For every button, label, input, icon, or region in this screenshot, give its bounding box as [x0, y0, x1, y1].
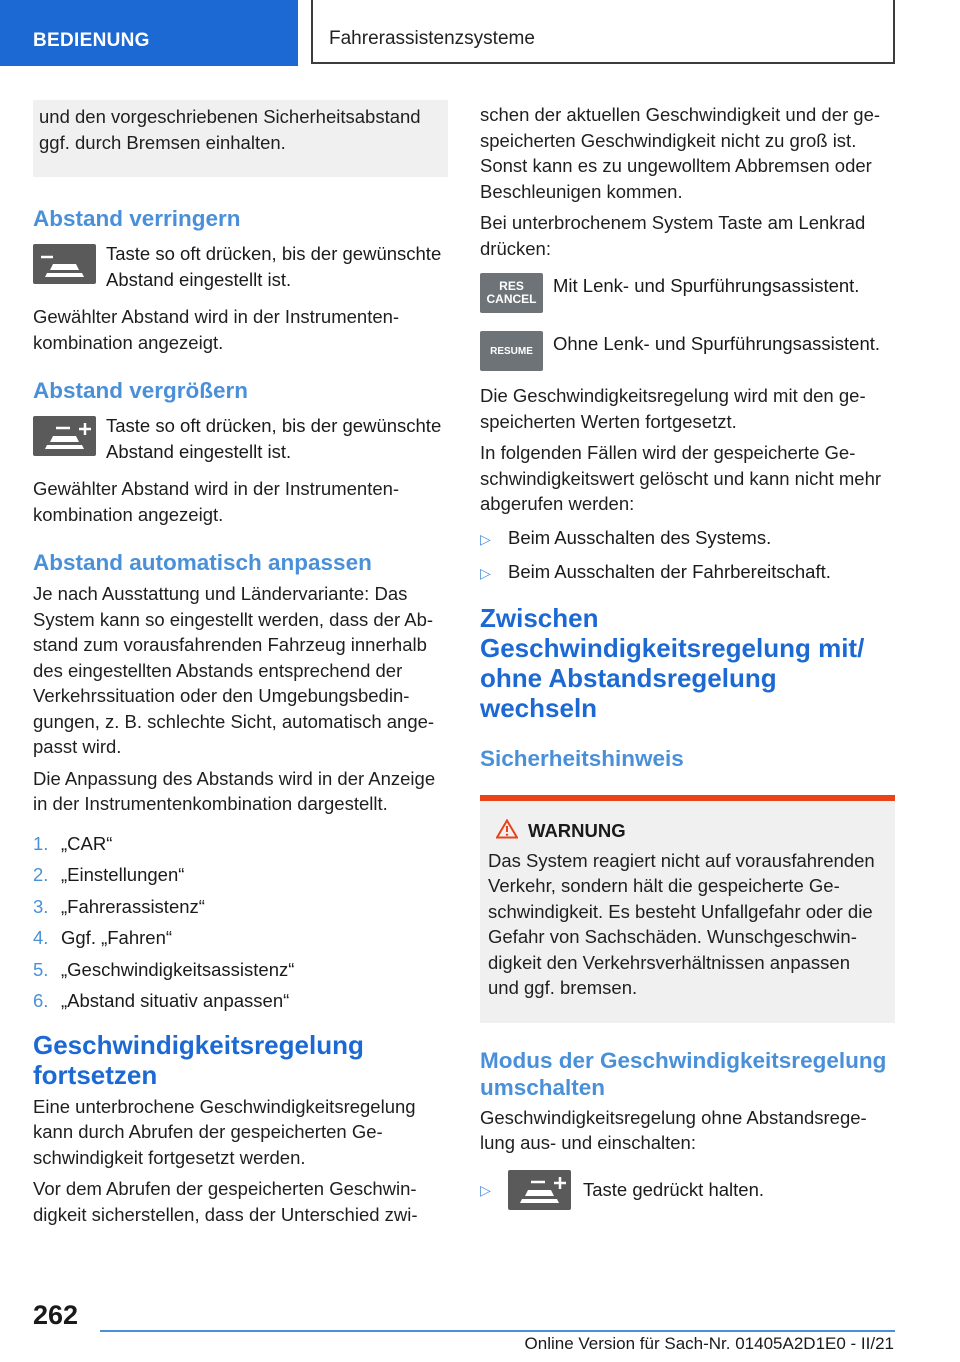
decrease-key-text: Taste so oft drücken, bis der gewünschte Abstand eingestellt ist.: [106, 243, 442, 290]
mode-list: [480, 1170, 895, 1210]
continued-info-box: [33, 100, 448, 177]
mode-paragraph: Geschwindigkeitsregelung ohne Abstandsregelung aus- und einschalten:: [480, 1106, 867, 1153]
triangle-bullet-icon: ▷: [480, 530, 491, 547]
heading-resume-cruise: Geschwindigkeitsregelung fortsetzen: [33, 1029, 364, 1090]
triangle-bullet-icon: ▷: [480, 1181, 491, 1198]
heading-safety: Sicherheitshinweis: [480, 745, 684, 771]
warning-triangle-icon: [496, 819, 518, 844]
heading-auto-distance: Abstand automatisch anpassen: [33, 550, 372, 575]
list-item: 4. Ggf. „Fahren“: [33, 927, 173, 948]
warning-box: [480, 795, 895, 1023]
warning-header: [496, 819, 885, 844]
resume-paragraph-2: Vor dem Abrufen der gespeicherten Geschwindigkeit sicherstellen, dass der Unterschied zwi-: [33, 1178, 418, 1225]
auto-paragraph-2: Die Anpassung des Abstands wird in der Anzeige in der Instrumentenkombination dargestellt.: [33, 767, 436, 814]
continued-values: Die Geschwindigkeitsregelung wird mit den gespeicherten Werten fortgesetzt.: [480, 385, 866, 432]
list-item: ▷ Beim Ausschalten der Fahrbereitschaft.: [480, 559, 895, 587]
heading-mode-switch: Modus der Geschwindigkeitsregelung umschalten: [480, 1047, 887, 1100]
res-cancel-button-icon: RES CANCEL: [480, 273, 543, 313]
list-item: 1. „CAR“: [33, 832, 113, 854]
mode-key-text: Taste gedrückt halten.: [583, 1178, 764, 1200]
page-header: [0, 0, 960, 66]
footer-divider: [100, 1330, 895, 1332]
auto-paragraph-1: Je nach Ausstattung und Ländervariante: Das System kann so eingestellt werden, dass der Abstand zum vorausfahrenden Fahrzeug innerhalb des eingestellten Abstands entsprechend der Verkehrssituation oder den Umgebungsbedingungen, z. B. schlechte Sicht, automatisch angepasst wird.: [33, 583, 435, 757]
resume-text: Ohne Lenk- und Spurführungsassistent.: [553, 333, 881, 354]
resume-row: [480, 331, 895, 371]
list-item: [480, 1170, 895, 1210]
footer-version: Online Version für Sach-Nr. 01405A2D1E0 - II/21: [524, 1334, 894, 1353]
heading-decrease-distance: Abstand verringern: [33, 206, 241, 231]
chapter-title[interactable]: Fahrerassistenzsysteme: [311, 0, 895, 64]
list-item: ▷ Beim Ausschalten des Systems.: [480, 525, 895, 553]
decrease-key-row: [33, 241, 448, 292]
cruise-distance-icon: [508, 1170, 571, 1210]
distance-increase-icon: [33, 416, 96, 456]
menu-steps-list: [33, 831, 448, 1014]
continued-text: und den vorgeschriebenen Sicherheitsabstand ggf. durch Bremsen einhalten.: [39, 106, 421, 153]
left-column: [33, 100, 448, 1227]
continued-paragraph: schen der aktuellen Geschwindigkeit und der gespeicherten Geschwindigkeit nicht zu groß ist. Sonst kann es zu ungewolltem Abbremsen oder Beschleunigen kommen.: [480, 104, 881, 202]
resume-button-icon: RESUME: [480, 331, 543, 371]
warning-text: Das System reagiert nicht auf vorausfahrenden Verkehr, sondern hält die gespeicherte Geschwindigkeit. Es besteht Unfallgefahr oder die Gefahr von Sachschäden. Wunschgeschwindigkeit den Verkehrsverhältnissen anpassen und ggf. bremsen.: [488, 849, 875, 998]
increase-key-text: Taste so oft drücken, bis der gewünschte Abstand eingestellt ist.: [106, 415, 442, 462]
list-item: 2. „Einstellungen“: [33, 864, 185, 885]
heading-increase-distance: Abstand vergrößern: [33, 378, 249, 403]
triangle-bullet-icon: ▷: [480, 565, 491, 581]
right-column: [480, 100, 895, 1217]
section-tab[interactable]: BEDIENUNG: [0, 0, 298, 66]
resume-paragraph-1: Eine unterbrochene Geschwindigkeitsregelung kann durch Abrufen der gespeicherten Geschwindigkeit fortgesetzt werden.: [33, 1095, 416, 1168]
decrease-note: Gewählter Abstand wird in der Instrumentenkombination angezeigt.: [33, 306, 400, 353]
list-item: 5. „Geschwindigkeitsassistenz“: [33, 958, 295, 980]
increase-key-row: [33, 413, 448, 464]
deleted-intro: In folgenden Fällen wird der gespeicherte Geschwindigkeitswert gelöscht und kann nicht mehr abgerufen werden:: [480, 442, 882, 514]
heading-switch-mode: Zwischen Geschwindigkeitsregelung mit/ ohne Abstandsregelung wechseln: [480, 602, 865, 723]
deleted-cases-list: [480, 525, 895, 587]
page-number: 262: [33, 1300, 79, 1330]
res-cancel-text: Mit Lenk- und Spurführungsassistent.: [553, 275, 860, 296]
list-item: 6. „Abstand situativ anpassen“: [33, 990, 290, 1011]
increase-note: Gewählter Abstand wird in der Instrumentenkombination angezeigt.: [33, 478, 400, 525]
list-item: 3. „Fahrerassistenz“: [33, 895, 205, 917]
warning-title: WARNUNG: [528, 820, 626, 841]
distance-decrease-icon: [33, 244, 96, 284]
interrupted-instruction: Bei unterbrochenem System Taste am Lenkrad drücken:: [480, 212, 866, 259]
res-cancel-row: [480, 273, 895, 313]
